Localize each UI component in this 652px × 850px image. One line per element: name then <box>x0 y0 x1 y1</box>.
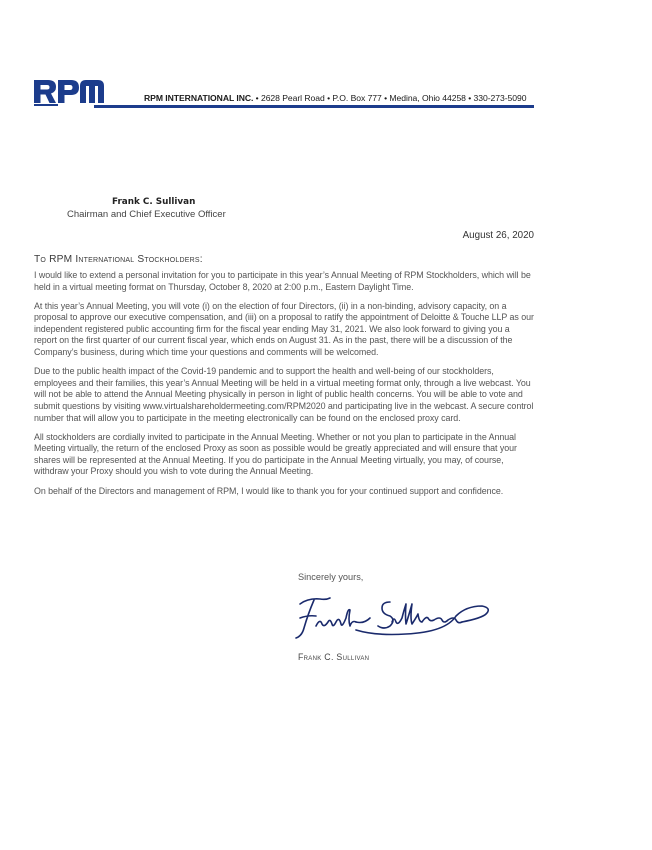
paragraph: On behalf of the Directors and management of RPM, I would like to thank you for your continued support and confidence. <box>34 485 504 496</box>
sender-title: Chairman and Chief Executive Officer <box>67 209 226 220</box>
paragraph: All stockholders are cordially invited to participate in the Annual Meeting. Whether or not you plan to participate in the Annual Meeting virtually, the return of the enclosed Proxy as soon as possible would be greatly appreciated and will ensure that your shares will be represented at the Annual Meeting. If you do participate in the Annual Meeting virtually, you may, of course, withdraw your Proxy should you wish to vote during the Annual Meeting. <box>34 431 517 477</box>
paragraph: I would like to extend a personal invitation for you to participate in this year’s Annual Meeting of RPM Stockholders, which will be held in a virtual meeting format on Thursday, October 8, 2020 at 2:00 p.m., Eastern Daylight Time. <box>34 270 531 292</box>
company-address <box>144 93 526 103</box>
letter-date: August 26, 2020 <box>462 230 534 241</box>
signature <box>286 588 496 644</box>
salutation: To RPM International Stockholders: <box>34 254 203 265</box>
letterhead-rule <box>94 105 534 108</box>
rpm-logo <box>34 76 104 106</box>
paragraph: At this year’s Annual Meeting, you will vote (i) on the election of four Directors, (ii) in a non-binding, advisory capacity, on a proposal to approve our executive compensation, and (iii) on a proposal to ratify the appointment of Deloitte & Touche LLP as our independent registered public accounting firm for the fiscal year ending May 31, 2021. We also look forward to giving you a report on the first quarter of our current fiscal year, which ends on August 31. As in the past, there will be a discussion of the Company’s business, during which time your questions and comments will be welcomed. <box>34 300 534 358</box>
signer-name: Frank C. Sullivan <box>298 652 370 662</box>
closing: Sincerely yours, <box>298 572 364 582</box>
paragraph: Due to the public health impact of the Covid-19 pandemic and to support the health and well-being of our stockholders, employees and their families, this year’s Annual Meeting will be held in a virtual meeting format only, through a live webcast. You will not be able to attend the Annual Meeting physically in person in light of public health concerns. You will be able to vote and submit questions by visiting www.virtualshareholdermeeting.com/RPM2020 and participating live in the webcast. A secure control number that will allow you to participate in the meeting electronically can be found on the enclosed proxy card. <box>34 366 534 423</box>
sender-name: Frank C. Sullivan <box>112 197 196 207</box>
letter-body <box>34 270 534 505</box>
letterhead <box>34 76 534 110</box>
company-name: RPM INTERNATIONAL INC. <box>144 93 254 103</box>
address-text: • 2628 Pearl Road • P.O. Box 777 • Medina, Ohio 44258 • 330-273-5090 <box>253 93 527 103</box>
